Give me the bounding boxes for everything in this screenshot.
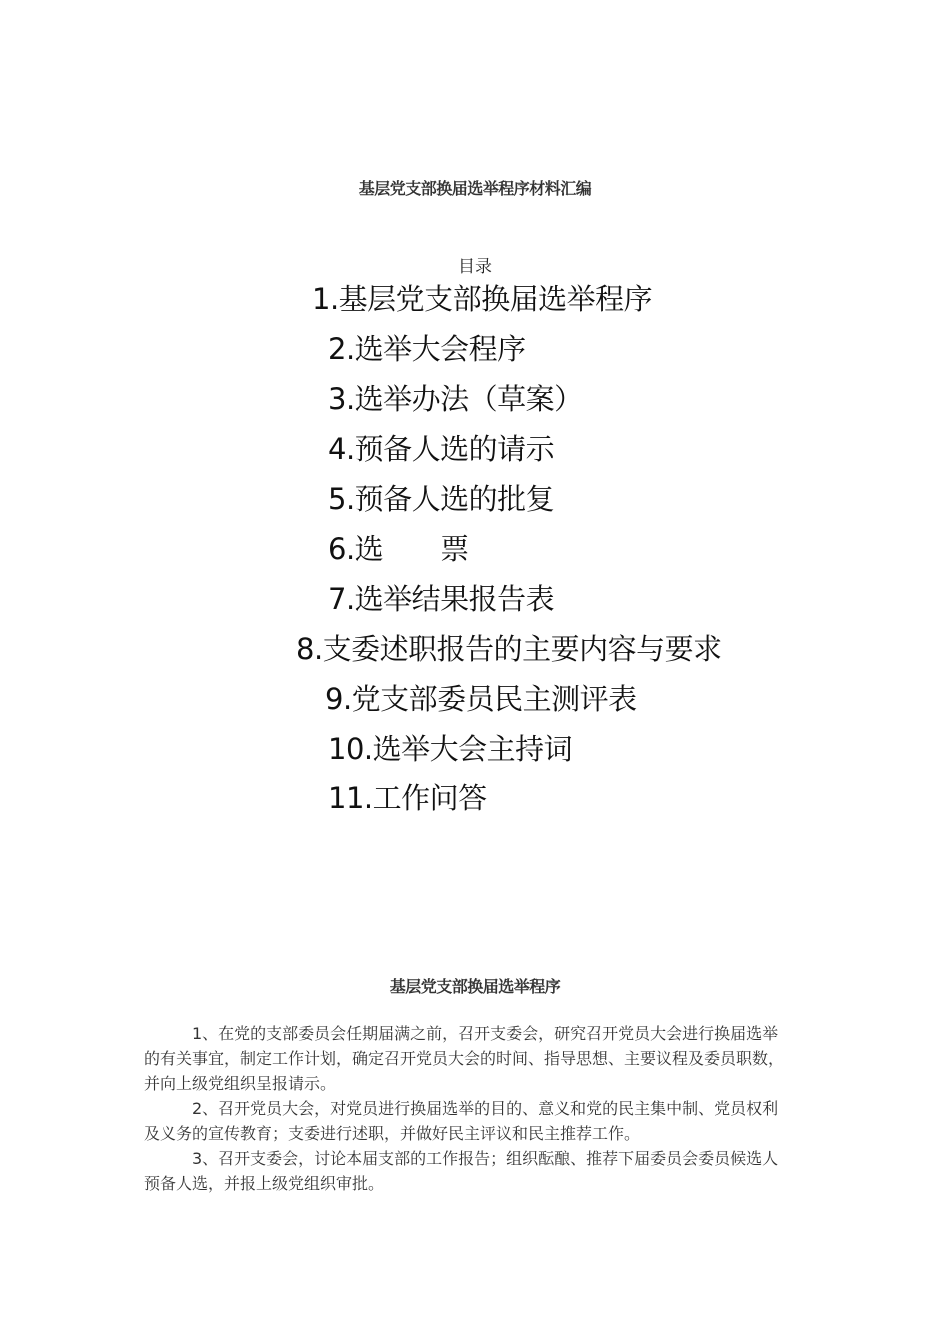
- toc-item-7: 7.选举结果报告表: [328, 582, 555, 616]
- paragraph-1-line-2: 的有关事宜，制定工作计划，确定召开党员大会的时间、指导思想、主要议程及委员职数，: [144, 1049, 785, 1068]
- paragraph-2: [144, 1096, 806, 1146]
- toc-item-3: 3.选举办法（草案）: [328, 382, 583, 416]
- paragraph-2-line-1: 2、召开党员大会，对党员进行换届选举的目的、意义和党的民主集中制、党员权利: [192, 1099, 779, 1118]
- paragraph-2-line-2: 及义务的宣传教育；支委进行述职，并做好民主评议和民主推荐工作。: [144, 1124, 641, 1143]
- paragraph-3-line-2: 预备人选，并报上级党组织审批。: [144, 1174, 385, 1193]
- paragraph-3-line-1: 3、召开支委会，讨论本届支部的工作报告；组织酝酿、推荐下届委员会委员候选人: [192, 1149, 779, 1168]
- document-title: 基层党支部换届选举程序材料汇编: [358, 179, 592, 198]
- paragraph-3: [144, 1146, 806, 1196]
- toc-item-11: 11.工作问答: [328, 781, 487, 815]
- section-title: 基层党支部换届选举程序: [389, 977, 561, 996]
- toc-item-10: 10.选举大会主持词: [328, 732, 573, 766]
- toc-item-9: 9.党支部委员民主测评表: [325, 682, 637, 716]
- toc-item-6: 6.选 票: [328, 532, 469, 566]
- toc-item-2: 2.选举大会程序: [328, 332, 526, 366]
- paragraph-1-line-3: 并向上级党组织呈报请示。: [144, 1074, 337, 1093]
- toc-item-1: 1.基层党支部换届选举程序: [312, 282, 653, 316]
- toc-item-5: 5.预备人选的批复: [328, 482, 555, 516]
- paragraph-1-line-1: 1、在党的支部委员会任期届满之前，召开支委会，研究召开党员大会进行换届选举: [192, 1024, 779, 1043]
- toc-item-8: 8.支委述职报告的主要内容与要求: [296, 632, 722, 666]
- toc-item-4: 4.预备人选的请示: [328, 432, 555, 466]
- paragraph-1: [144, 1021, 806, 1096]
- toc-heading: 目录: [458, 257, 492, 277]
